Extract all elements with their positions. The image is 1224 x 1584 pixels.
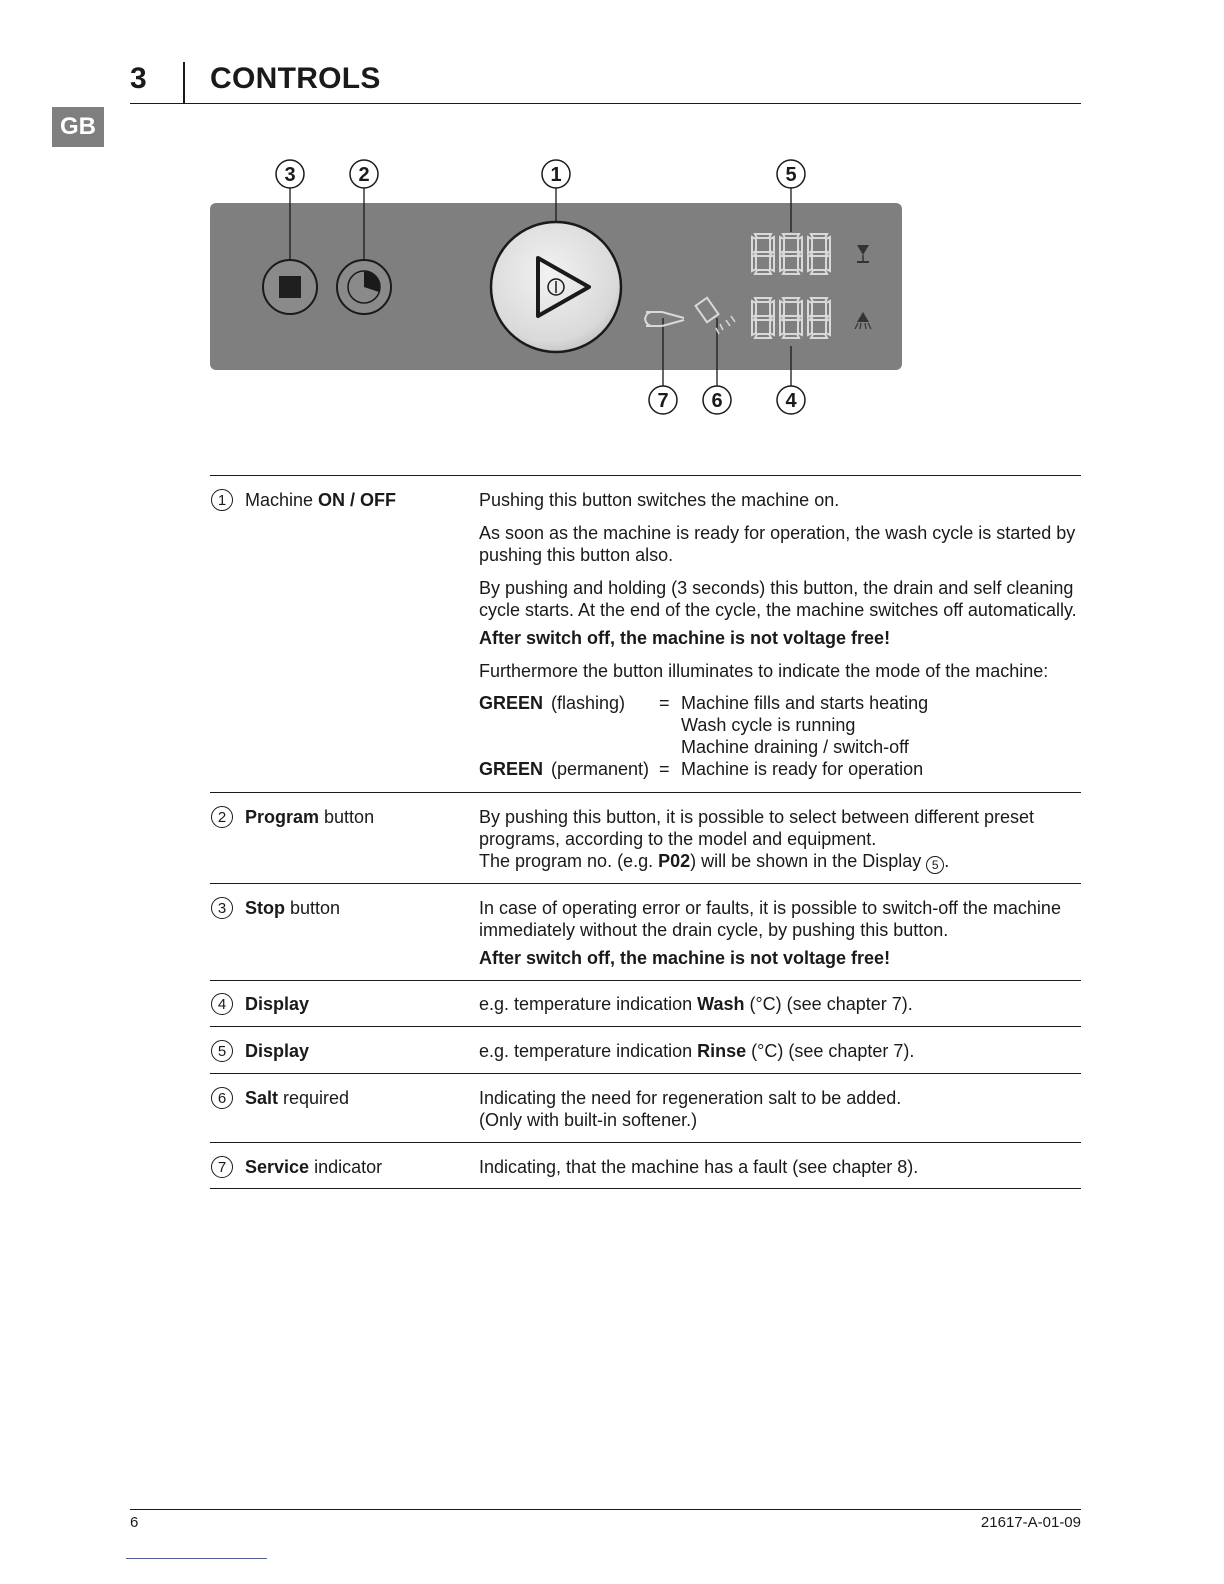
desc-text: ) will be shown in the Display <box>690 851 927 871</box>
link-underline <box>126 1558 267 1559</box>
table-rule <box>210 1188 1081 1189</box>
mode-equals: = <box>659 693 670 713</box>
row-number: 6 <box>211 1087 233 1109</box>
label-bold: Service <box>245 1157 310 1177</box>
desc-paragraph <box>479 850 1079 874</box>
desc-bold: Rinse <box>697 1041 747 1061</box>
footer-rule <box>130 1509 1081 1510</box>
mode-color: GREEN <box>479 759 544 779</box>
mode-state: (flashing) <box>551 693 626 713</box>
desc-paragraph: Furthermore the button illuminates to indicate the mode of the machine: <box>479 661 1049 681</box>
row-description-on-off <box>479 489 1079 780</box>
row-number: 1 <box>211 489 233 511</box>
desc-paragraph: By pushing and holding (3 seconds) this button, the drain and self cleaning cycle starts. At the end of the cycle, the machine switches off automatically. <box>479 578 1077 620</box>
desc-text: The program no. (e.g. <box>479 851 659 871</box>
stop-button-icon <box>263 260 317 314</box>
mode-color: GREEN <box>479 693 544 713</box>
mode-line: Wash cycle is running <box>681 715 856 735</box>
label-bold: Program <box>245 807 320 827</box>
callout-2 <box>350 160 378 188</box>
label-text: button <box>319 807 375 827</box>
label-bold: Display <box>245 994 310 1014</box>
page-number: 6 <box>130 1514 139 1531</box>
control-panel-diagram <box>0 0 1224 440</box>
label-text: Machine <box>245 490 319 510</box>
start-button-icon <box>491 222 621 352</box>
svg-text:1: 1 <box>550 164 562 186</box>
callout-5 <box>777 160 805 188</box>
label-bold: Salt <box>245 1088 279 1108</box>
table-rule <box>210 1026 1081 1027</box>
mode-line: Machine fills and starts heating <box>681 693 929 713</box>
row-label-stop <box>211 897 340 919</box>
chapter-number: 3 <box>130 62 147 95</box>
desc-text: e.g. temperature indication <box>479 994 698 1014</box>
table-rule <box>210 475 1081 476</box>
row-label-on-off <box>211 489 396 511</box>
table-rule <box>210 980 1081 981</box>
row-description-display-wash <box>479 993 1079 1015</box>
desc-paragraph: Pushing this button switches the machine on. <box>479 490 840 510</box>
row-description-service <box>479 1156 1079 1178</box>
row-number: 5 <box>211 1040 233 1062</box>
row-description-display-rinse <box>479 1040 1079 1062</box>
row-label-service <box>211 1156 382 1178</box>
desc-bold: Wash <box>697 994 745 1014</box>
desc-paragraph: Indicating, that the machine has a fault (see chapter 8). <box>479 1157 919 1177</box>
language-tab: GB <box>52 107 104 147</box>
table-rule <box>210 883 1081 884</box>
mode-line: Machine draining / switch-off <box>681 737 909 757</box>
desc-text: (°C) (see chapter 7). <box>746 1041 915 1061</box>
mode-equals: = <box>659 759 670 779</box>
row-label-display-wash <box>211 993 309 1015</box>
svg-text:6: 6 <box>711 390 723 412</box>
desc-paragraph: As soon as the machine is ready for operation, the wash cycle is started by pushing this button also. <box>479 523 1076 565</box>
document-code: 21617-A-01-09 <box>980 1514 1081 1531</box>
table-rule <box>210 1073 1081 1074</box>
desc-paragraph: Indicating the need for regeneration salt to be added. <box>479 1088 902 1108</box>
svg-text:4: 4 <box>785 390 797 412</box>
label-text: indicator <box>309 1157 383 1177</box>
warning-text: After switch off, the machine is not voltage free! <box>479 948 891 968</box>
program-button-icon <box>337 260 391 314</box>
table-rule <box>210 1142 1081 1143</box>
desc-paragraph: In case of operating error or faults, it is possible to switch-off the machine immediately without the drain cycle, by pushing this button. <box>479 898 1061 940</box>
row-number: 7 <box>211 1156 233 1178</box>
row-number: 4 <box>211 993 233 1015</box>
svg-text:2: 2 <box>358 164 370 186</box>
desc-paragraph: (Only with built-in softener.) <box>479 1110 698 1130</box>
label-bold: Stop <box>245 898 285 918</box>
row-description-salt <box>479 1087 1079 1131</box>
page-title: CONTROLS <box>210 62 381 95</box>
row-number: 3 <box>211 897 233 919</box>
program-example: P02 <box>658 851 691 871</box>
callout-6 <box>703 386 731 414</box>
callout-3 <box>276 160 304 188</box>
label-bold: ON / OFF <box>318 490 397 510</box>
svg-text:5: 5 <box>785 164 797 186</box>
row-description-program <box>479 806 1079 874</box>
desc-text: (°C) (see chapter 7). <box>744 994 913 1014</box>
label-bold: Display <box>245 1041 310 1061</box>
display-reference: 5 <box>926 856 944 874</box>
desc-text: e.g. temperature indication <box>479 1041 698 1061</box>
desc-text: . <box>944 851 950 871</box>
label-text: required <box>278 1088 350 1108</box>
row-description-stop <box>479 897 1079 980</box>
desc-paragraph: By pushing this button, it is possible to select between different preset programs, according to the model and equipment. <box>479 807 1034 849</box>
mode-state: (permanent) <box>551 759 650 779</box>
callout-1 <box>542 160 570 188</box>
warning-text: After switch off, the machine is not voltage free! <box>479 628 891 648</box>
mode-line: Machine is ready for operation <box>681 759 924 779</box>
row-label-program <box>211 806 374 828</box>
label-text: button <box>285 898 341 918</box>
row-label-display-rinse <box>211 1040 309 1062</box>
callout-7 <box>649 386 677 414</box>
callout-4 <box>777 386 805 414</box>
table-rule <box>210 792 1081 793</box>
mode-list <box>479 692 1079 780</box>
row-label-salt <box>211 1087 349 1109</box>
svg-text:7: 7 <box>657 390 669 412</box>
row-number: 2 <box>211 806 233 828</box>
svg-text:3: 3 <box>284 164 296 186</box>
